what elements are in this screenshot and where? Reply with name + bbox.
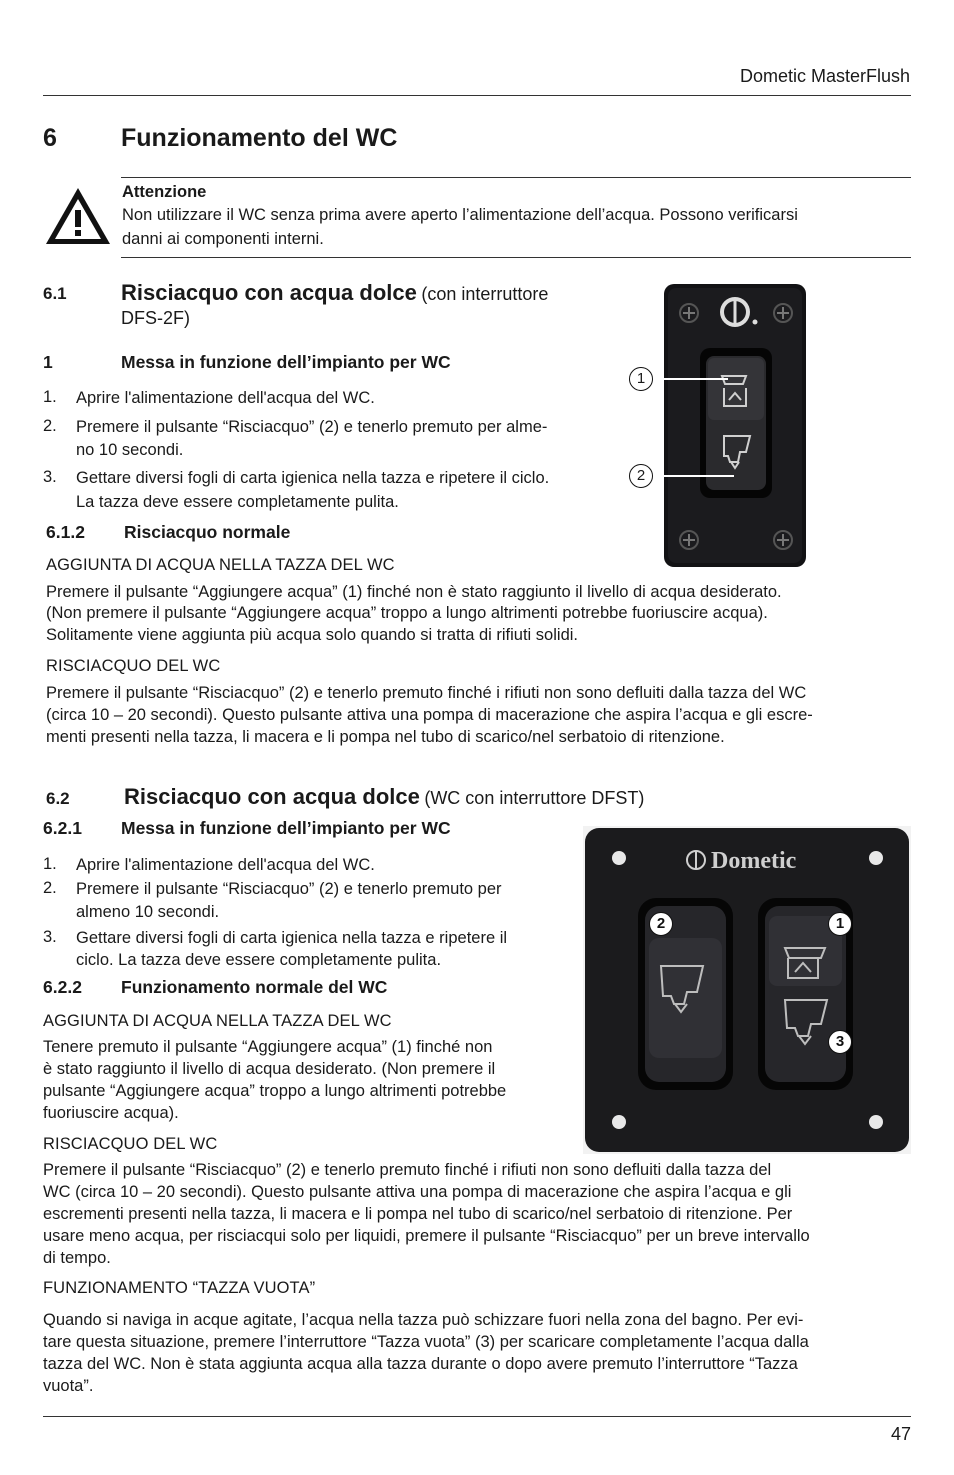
dfs-2f-callout-2: 2 [629, 464, 653, 488]
s61-step-1-text: Aprire l'alimentazione dell'acqua del WC. [76, 389, 375, 407]
s61-sub1-title: Messa in funzione dell’impianto per WC [121, 352, 451, 372]
s62-number: 6.2 [46, 789, 70, 808]
s62-flush-line-5: di tempo. [43, 1249, 111, 1267]
s62-step-2-num: 2. [43, 879, 57, 897]
page-number: 47 [890, 1424, 911, 1444]
warning-line-2: danni ai componenti interni. [122, 230, 324, 248]
s61-add-line-2: (Non premere il pulsante “Aggiungere acqua” troppo a lungo altrimenti potrebbe fuoriuscire acqua). [46, 604, 768, 622]
dfs-2f-callout-1: 1 [629, 367, 653, 391]
s62-empty-line-1: Quando si naviga in acque agitate, l’acqua nella tazza può schizzare fuori nella zona del bagno. Per evi- [43, 1311, 804, 1329]
s62-step-3-num: 3. [43, 928, 57, 946]
s61-heading [121, 280, 548, 306]
s62-sub1-title: Messa in funzione dell’impianto per WC [121, 818, 451, 838]
s61-step-2-num: 2. [43, 417, 57, 435]
s61-add-heading: AGGIUNTA DI ACQUA NELLA TAZZA DEL WC [46, 556, 395, 574]
s62-sub2-number: 6.2.2 [43, 977, 82, 997]
s61-step-3-text: Gettare diversi fogli di carta igienica nella tazza e ripetere il ciclo. [76, 469, 550, 487]
s62-empty-heading: FUNZIONAMENTO “TAZZA VUOTA” [43, 1279, 316, 1297]
s62-flush-heading: RISCIACQUO DEL WC [43, 1135, 218, 1153]
s61-sub1-number: 1 [43, 352, 53, 372]
s61-flush-line-3: menti presenti nella tazza, li macera e li pompa nel tubo di scarico/nel serbatoio di ritenzione. [46, 728, 725, 746]
warning-line-1: Non utilizzare il WC senza prima avere aperto l’alimentazione dell’acqua. Possono verificarsi [122, 206, 798, 224]
chapter-title: Funzionamento del WC [121, 124, 398, 152]
s62-flush-line-2: WC (circa 10 – 20 secondi). Questo pulsante attiva una pompa di macerazione che aspira l’acqua e gli [43, 1183, 792, 1201]
s61-sub2-number: 6.1.2 [46, 522, 85, 542]
s62-suffix: (WC con interruttore DFST) [424, 788, 645, 808]
s62-step-2-text-2: almeno 10 secondi. [76, 903, 220, 921]
s61-flush-line-2: (circa 10 – 20 secondi). Questo pulsante attiva una pompa di macerazione che aspira l’acqua e gli escre- [46, 706, 813, 724]
s62-step-3-text: Gettare diversi fogli di carta igienica nella tazza e ripetere il [76, 929, 508, 947]
s61-sub2-title: Risciacquo normale [124, 522, 291, 542]
s62-empty-line-4: vuota”. [43, 1377, 94, 1395]
warning-top-rule [121, 177, 911, 178]
s61-flush-heading: RISCIACQUO DEL WC [46, 657, 221, 675]
s62-add-line-2: è stato raggiunto il livello di acqua desiderato. (Non premere il [43, 1060, 496, 1078]
s62-add-line-1: Tenere premuto il pulsante “Aggiungere acqua” (1) finché non [43, 1038, 493, 1056]
warning-title: Attenzione [122, 183, 207, 201]
s61-title: Risciacquo con acqua dolce [121, 280, 417, 305]
s62-flush-line-4: usare meno acqua, per risciacqui solo per liquidi, premere il pulsante “Risciacquo” per un breve intervallo [43, 1227, 810, 1245]
footer-rule [43, 1416, 911, 1417]
s62-step-3-text-2: ciclo. La tazza deve essere completamente pulita. [76, 951, 442, 969]
s62-step-1-num: 1. [43, 855, 57, 873]
dfst-logo-text: Dometic [711, 848, 797, 874]
s62-step-1-text: Aprire l'alimentazione dell'acqua del WC. [76, 856, 375, 874]
dfst-switch-photo [583, 826, 911, 1154]
dfst-callout-2: 2 [649, 912, 673, 936]
s61-add-line-3: Solitamente viene aggiunta più acqua solo quando si tratta di rifiuti solidi. [46, 626, 578, 644]
s62-step-2-text: Premere il pulsante “Risciacquo” (2) e tenerlo premuto per [76, 880, 502, 898]
s61-step-2-text-2: no 10 secondi. [76, 441, 184, 459]
header-rule [43, 95, 911, 96]
s62-flush-line-3: escrementi presenti nella tazza, li macera e li pompa nel tubo di scarico/nel serbatoio di ritenzione. Per [43, 1205, 793, 1223]
s62-sub2-title: Funzionamento normale del WC [121, 977, 388, 997]
s61-suffix-2: DFS-2F) [121, 308, 190, 328]
s62-flush-line-1: Premere il pulsante “Risciacquo” (2) e tenerlo premuto finché i rifiuti non sono defluiti dalla tazza del [43, 1161, 772, 1179]
header-brand: Dometic MasterFlush [739, 66, 910, 86]
s62-add-line-4: fuoriuscire acqua). [43, 1104, 179, 1122]
dfst-callout-1: 1 [828, 912, 852, 936]
s61-step-1-num: 1. [43, 388, 57, 406]
s62-empty-line-3: tazza del WC. Non è stata aggiunta acqua alla tazza durante o dopo avere premuto l’interruttore “Tazza [43, 1355, 798, 1373]
s62-heading [124, 784, 644, 810]
s61-add-line-1: Premere il pulsante “Aggiungere acqua” (1) finché non è stato raggiunto il livello di acqua desiderato. [46, 583, 782, 601]
dfst-callout-3: 3 [828, 1030, 852, 1054]
s61-number: 6.1 [43, 284, 67, 303]
s62-title: Risciacquo con acqua dolce [124, 784, 420, 809]
s61-step-3-num: 3. [43, 468, 57, 486]
s62-add-line-3: pulsante “Aggiungere acqua” troppo a lungo altrimenti potrebbe [43, 1082, 507, 1100]
s62-add-heading: AGGIUNTA DI ACQUA NELLA TAZZA DEL WC [43, 1012, 392, 1030]
warning-triangle-icon [44, 186, 112, 246]
s61-step-3-text-2: La tazza deve essere completamente pulita. [76, 493, 399, 511]
s61-step-2-text: Premere il pulsante “Risciacquo” (2) e tenerlo premuto per alme- [76, 418, 548, 436]
s62-sub1-number: 6.2.1 [43, 818, 82, 838]
dfs-2f-switch-photo [628, 284, 810, 568]
warning-bottom-rule [121, 257, 911, 258]
chapter-number: 6 [43, 124, 57, 152]
s62-empty-line-2: tare questa situazione, premere l’interruttore “Tazza vuota” (3) per scaricare completamente l’acqua dalla [43, 1333, 809, 1351]
s61-suffix-1: (con interruttore [421, 284, 549, 304]
s61-flush-line-1: Premere il pulsante “Risciacquo” (2) e tenerlo premuto finché i rifiuti non sono defluiti dalla tazza del WC [46, 684, 807, 702]
